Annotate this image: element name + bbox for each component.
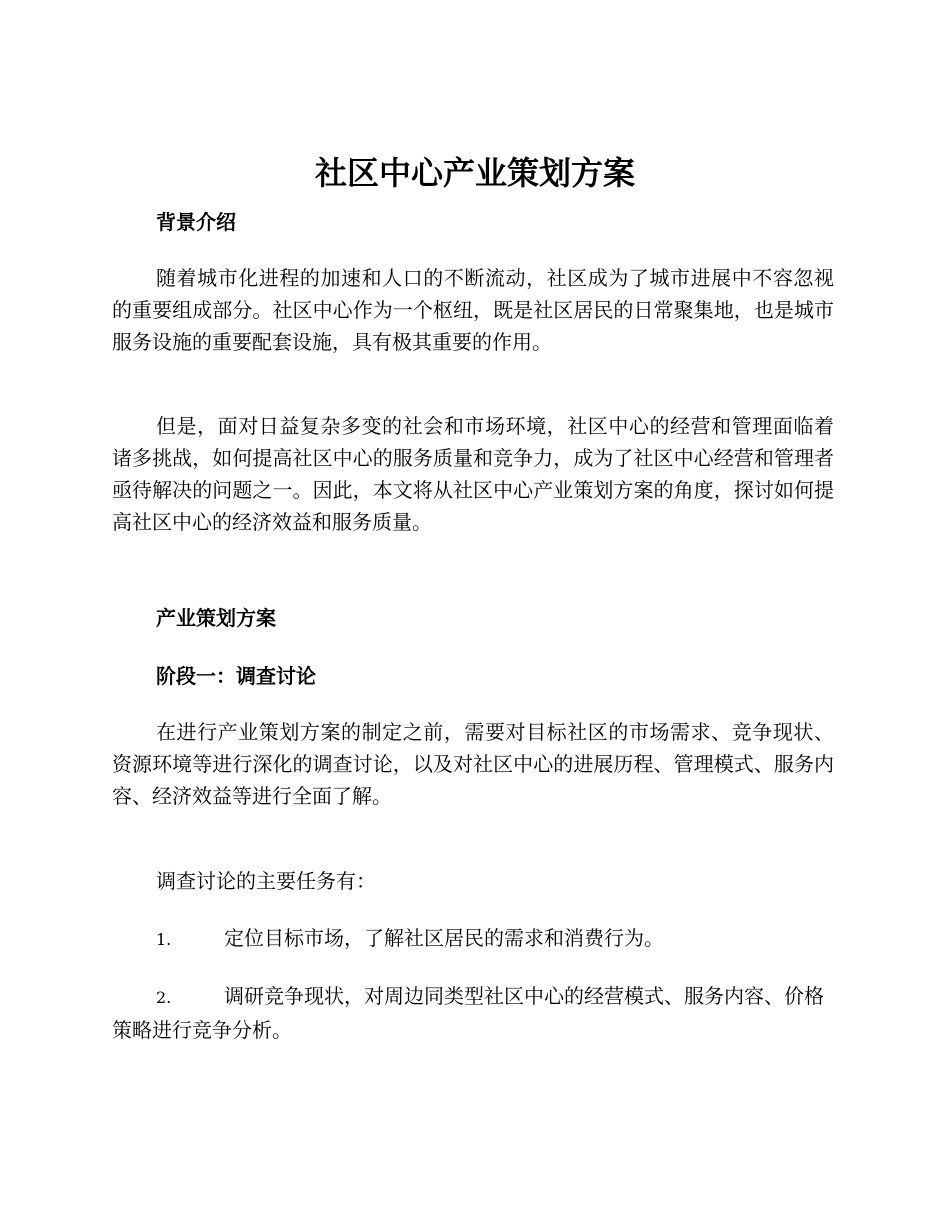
section-heading-stage1: 阶段一：调查讨论 bbox=[156, 664, 316, 688]
list-item-number: 2. bbox=[156, 988, 172, 1007]
paragraph-background-1: 随着城市化进程的加速和人口的不断流动，社区成为了城市进展中不容忽视的重要组成部分。社区中心作为一个枢纽，既是社区居民的日常聚集地，也是城市服务设施的重要配套设施，具有极其重要的作用。 bbox=[112, 266, 834, 354]
list-item-text: 定位目标市场，了解社区居民的需求和消费行为。 bbox=[224, 926, 664, 950]
paragraph-stage1-1: 在进行产业策划方案的制定之前，需要对目标社区的市场需求、竞争现状、资源环境等进行深化的调查讨论，以及对社区中心的进展历程、管理模式、服务内容、经济效益等进行全面了解。 bbox=[112, 720, 834, 808]
section-heading-plan: 产业策划方案 bbox=[156, 606, 276, 630]
list-item-number: 1. bbox=[156, 930, 172, 949]
list-item bbox=[112, 980, 834, 1046]
paragraph-background-2: 但是，面对日益复杂多变的社会和市场环境，社区中心的经营和管理面临着诸多挑战，如何提高社区中心的服务质量和竞争力，成为了社区中心经营和管理者亟待解决的问题之一。因此，本文将从社区中心产业策划方案的角度，探讨如何提高社区中心的经济效益和服务质量。 bbox=[112, 414, 834, 534]
section-heading-background: 背景介绍 bbox=[156, 210, 236, 234]
document-title: 社区中心产业策划方案 bbox=[314, 154, 635, 192]
paragraph-stage1-2: 调查讨论的主要任务有： bbox=[156, 869, 376, 893]
list-item-text: 调研竞争现状，对周边同类型社区中心的经营模式、服务内容、价格策略进行竞争分析。 bbox=[112, 984, 824, 1042]
list-item bbox=[112, 922, 834, 956]
